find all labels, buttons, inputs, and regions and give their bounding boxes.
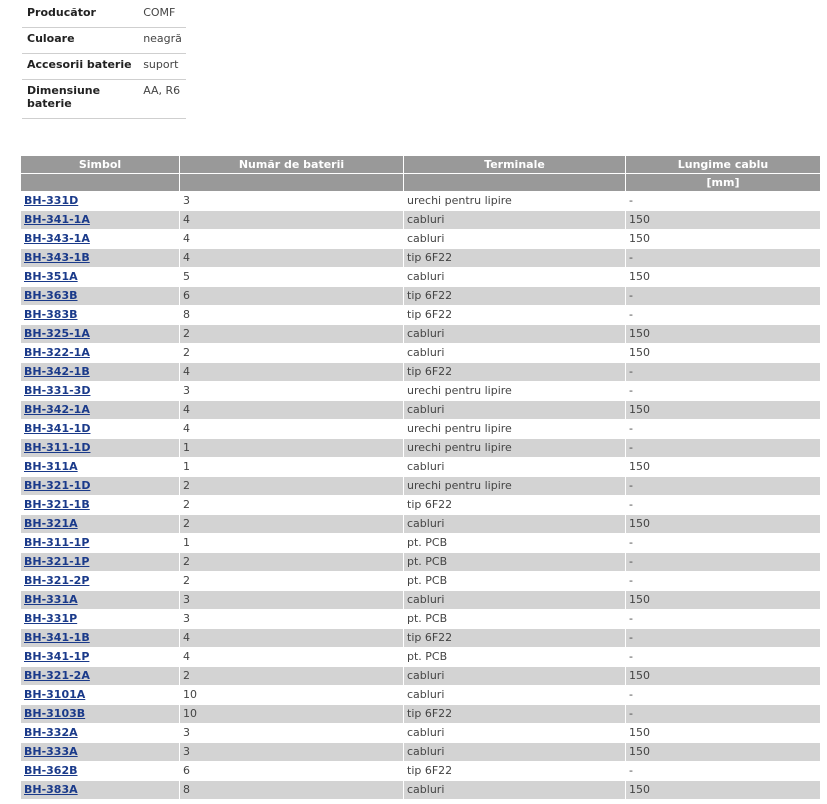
cell-lungime-cablu: -: [626, 685, 820, 704]
cell-numar-baterii: 8: [180, 305, 404, 324]
product-link[interactable]: BH-311-1D: [24, 441, 91, 454]
cell-simbol: [21, 514, 180, 533]
cell-simbol: [21, 590, 180, 609]
table-row: [21, 495, 820, 514]
cell-lungime-cablu: -: [626, 495, 820, 514]
product-link[interactable]: BH-341-1B: [24, 631, 90, 644]
cell-numar-baterii: 1: [180, 457, 404, 476]
cell-terminale: tip 6F22: [404, 362, 626, 381]
product-link[interactable]: BH-322-1A: [24, 346, 90, 359]
cell-terminale: urechi pentru lipire: [404, 476, 626, 495]
cell-lungime-cablu: -: [626, 476, 820, 495]
cell-lungime-cablu: 150: [626, 210, 820, 229]
cell-numar-baterii: 6: [180, 286, 404, 305]
header-simbol[interactable]: Simbol: [21, 156, 180, 173]
cell-numar-baterii: 4: [180, 647, 404, 666]
product-link[interactable]: BH-321-1B: [24, 498, 90, 511]
product-link[interactable]: BH-362B: [24, 764, 78, 777]
cell-lungime-cablu: 150: [626, 400, 820, 419]
attribute-value: COMF: [143, 6, 176, 19]
cell-terminale: pt. PCB: [404, 609, 626, 628]
cell-lungime-cablu: -: [626, 305, 820, 324]
cell-lungime-cablu: -: [626, 248, 820, 267]
table-row: [21, 210, 820, 229]
product-link[interactable]: BH-331A: [24, 593, 78, 606]
product-link[interactable]: BH-311A: [24, 460, 78, 473]
battery-holder-table: [21, 156, 820, 799]
cell-terminale: pt. PCB: [404, 533, 626, 552]
cell-lungime-cablu: -: [626, 438, 820, 457]
cell-numar-baterii: 2: [180, 343, 404, 362]
product-link[interactable]: BH-351A: [24, 270, 78, 283]
cell-numar-baterii: 3: [180, 381, 404, 400]
cell-lungime-cablu: -: [626, 552, 820, 571]
cell-simbol: [21, 666, 180, 685]
cell-simbol: [21, 628, 180, 647]
cell-simbol: [21, 495, 180, 514]
cell-simbol: [21, 324, 180, 343]
attribute-row: [22, 28, 186, 54]
cell-terminale: cabluri: [404, 229, 626, 248]
table-row: [21, 476, 820, 495]
cell-lungime-cablu: -: [626, 533, 820, 552]
table-row: [21, 362, 820, 381]
cell-terminale: tip 6F22: [404, 248, 626, 267]
cell-simbol: [21, 419, 180, 438]
product-link[interactable]: BH-341-1P: [24, 650, 90, 663]
cell-lungime-cablu: -: [626, 628, 820, 647]
cell-numar-baterii: 3: [180, 609, 404, 628]
table-row: [21, 742, 820, 761]
table-row: [21, 571, 820, 590]
cell-lungime-cablu: -: [626, 419, 820, 438]
cell-simbol: [21, 229, 180, 248]
cell-numar-baterii: 4: [180, 248, 404, 267]
cell-simbol: [21, 723, 180, 742]
cell-lungime-cablu: -: [626, 381, 820, 400]
product-attributes: [22, 2, 186, 119]
subheader-numar-baterii: [180, 173, 404, 191]
cell-simbol: [21, 704, 180, 723]
cell-numar-baterii: 10: [180, 704, 404, 723]
cell-lungime-cablu: 150: [626, 229, 820, 248]
attribute-value: neagră: [143, 32, 182, 45]
cell-lungime-cablu: 150: [626, 590, 820, 609]
cell-lungime-cablu: 150: [626, 267, 820, 286]
cell-simbol: [21, 286, 180, 305]
cell-terminale: pt. PCB: [404, 647, 626, 666]
cell-terminale: tip 6F22: [404, 628, 626, 647]
cell-numar-baterii: 2: [180, 666, 404, 685]
cell-numar-baterii: 2: [180, 552, 404, 571]
cell-lungime-cablu: -: [626, 704, 820, 723]
table-row: [21, 267, 820, 286]
cell-lungime-cablu: 150: [626, 742, 820, 761]
table-row: [21, 761, 820, 780]
cell-numar-baterii: 2: [180, 324, 404, 343]
subheader-terminale: [404, 173, 626, 191]
cell-lungime-cablu: -: [626, 286, 820, 305]
cell-numar-baterii: 1: [180, 438, 404, 457]
cell-terminale: cabluri: [404, 666, 626, 685]
subheader-unit: [mm]: [626, 173, 820, 191]
cell-simbol: [21, 362, 180, 381]
cell-simbol: [21, 533, 180, 552]
product-link[interactable]: BH-342-1A: [24, 403, 90, 416]
cell-simbol: [21, 476, 180, 495]
cell-numar-baterii: 4: [180, 628, 404, 647]
cell-terminale: tip 6F22: [404, 761, 626, 780]
cell-numar-baterii: 3: [180, 742, 404, 761]
cell-numar-baterii: 6: [180, 761, 404, 780]
attribute-row: [22, 80, 186, 119]
cell-numar-baterii: 5: [180, 267, 404, 286]
cell-lungime-cablu: -: [626, 609, 820, 628]
product-link[interactable]: BH-331P: [24, 612, 78, 625]
cell-simbol: [21, 438, 180, 457]
cell-numar-baterii: 2: [180, 476, 404, 495]
cell-lungime-cablu: 150: [626, 514, 820, 533]
cell-terminale: urechi pentru lipire: [404, 381, 626, 400]
cell-terminale: tip 6F22: [404, 305, 626, 324]
cell-lungime-cablu: -: [626, 362, 820, 381]
table-row: [21, 229, 820, 248]
cell-lungime-cablu: -: [626, 761, 820, 780]
table-row: [21, 324, 820, 343]
cell-simbol: [21, 552, 180, 571]
table-row: [21, 286, 820, 305]
product-link[interactable]: BH-321-1P: [24, 555, 90, 568]
product-link[interactable]: BH-343-1B: [24, 251, 90, 264]
product-link[interactable]: BH-321A: [24, 517, 78, 530]
table-row: [21, 590, 820, 609]
cell-simbol: [21, 191, 180, 210]
cell-simbol: [21, 381, 180, 400]
cell-simbol: [21, 210, 180, 229]
table-row: [21, 723, 820, 742]
table-row: [21, 191, 820, 210]
cell-simbol: [21, 267, 180, 286]
subheader-simbol: [21, 173, 180, 191]
cell-lungime-cablu: -: [626, 571, 820, 590]
table-row: [21, 685, 820, 704]
cell-terminale: pt. PCB: [404, 571, 626, 590]
cell-terminale: cabluri: [404, 514, 626, 533]
cell-terminale: tip 6F22: [404, 286, 626, 305]
cell-lungime-cablu: 150: [626, 457, 820, 476]
table-row: [21, 780, 820, 799]
cell-simbol: [21, 647, 180, 666]
table-row: [21, 666, 820, 685]
cell-terminale: tip 6F22: [404, 704, 626, 723]
cell-terminale: cabluri: [404, 400, 626, 419]
product-link[interactable]: BH-383A: [24, 783, 78, 796]
table-row: [21, 381, 820, 400]
cell-simbol: [21, 248, 180, 267]
table-row: [21, 457, 820, 476]
attribute-label: Producător: [27, 6, 96, 19]
cell-numar-baterii: 4: [180, 229, 404, 248]
table-row: [21, 419, 820, 438]
cell-numar-baterii: 4: [180, 362, 404, 381]
cell-simbol: [21, 609, 180, 628]
cell-lungime-cablu: 150: [626, 666, 820, 685]
cell-terminale: cabluri: [404, 780, 626, 799]
cell-numar-baterii: 3: [180, 191, 404, 210]
cell-terminale: cabluri: [404, 685, 626, 704]
attribute-value: AA, R6: [143, 84, 181, 97]
product-link[interactable]: BH-3103B: [24, 707, 86, 720]
table-row: [21, 438, 820, 457]
cell-numar-baterii: 3: [180, 723, 404, 742]
table-row: [21, 248, 820, 267]
attribute-row: [22, 2, 186, 28]
cell-numar-baterii: 2: [180, 514, 404, 533]
table-header-row: [21, 156, 820, 173]
table-row: [21, 533, 820, 552]
cell-numar-baterii: 4: [180, 210, 404, 229]
cell-numar-baterii: 8: [180, 780, 404, 799]
cell-terminale: cabluri: [404, 324, 626, 343]
cell-simbol: [21, 742, 180, 761]
table-row: [21, 628, 820, 647]
table-row: [21, 647, 820, 666]
cell-simbol: [21, 780, 180, 799]
product-link[interactable]: BH-325-1A: [24, 327, 90, 340]
table-row: [21, 305, 820, 324]
cell-simbol: [21, 457, 180, 476]
cell-lungime-cablu: 150: [626, 324, 820, 343]
cell-numar-baterii: 3: [180, 590, 404, 609]
product-link[interactable]: BH-331-3D: [24, 384, 91, 397]
cell-numar-baterii: 4: [180, 400, 404, 419]
table-row: [21, 704, 820, 723]
cell-terminale: urechi pentru lipire: [404, 438, 626, 457]
cell-lungime-cablu: -: [626, 191, 820, 210]
cell-terminale: cabluri: [404, 457, 626, 476]
cell-numar-baterii: 10: [180, 685, 404, 704]
header-lungime-cablu[interactable]: Lungime cablu: [626, 156, 820, 173]
attribute-row: [22, 54, 186, 80]
cell-simbol: [21, 685, 180, 704]
cell-simbol: [21, 400, 180, 419]
cell-lungime-cablu: 150: [626, 723, 820, 742]
cell-simbol: [21, 343, 180, 362]
product-link[interactable]: BH-331D: [24, 194, 79, 207]
cell-numar-baterii: 1: [180, 533, 404, 552]
cell-terminale: cabluri: [404, 210, 626, 229]
cell-terminale: cabluri: [404, 267, 626, 286]
product-link[interactable]: BH-383B: [24, 308, 78, 321]
cell-terminale: pt. PCB: [404, 552, 626, 571]
product-link[interactable]: BH-321-2A: [24, 669, 90, 682]
attribute-value: suport: [143, 58, 179, 71]
table-row: [21, 400, 820, 419]
cell-terminale: tip 6F22: [404, 495, 626, 514]
cell-simbol: [21, 571, 180, 590]
product-link[interactable]: BH-343-1A: [24, 232, 90, 245]
table-subheader-row: [21, 173, 820, 191]
product-link[interactable]: BH-333A: [24, 745, 78, 758]
header-numar-baterii[interactable]: Număr de baterii: [180, 156, 404, 173]
cell-terminale: urechi pentru lipire: [404, 419, 626, 438]
table-row: [21, 552, 820, 571]
cell-numar-baterii: 4: [180, 419, 404, 438]
product-link[interactable]: BH-363B: [24, 289, 78, 302]
header-terminale[interactable]: Terminale: [404, 156, 626, 173]
cell-lungime-cablu: 150: [626, 343, 820, 362]
product-link[interactable]: BH-332A: [24, 726, 78, 739]
cell-numar-baterii: 2: [180, 495, 404, 514]
product-link[interactable]: BH-342-1B: [24, 365, 90, 378]
attribute-label: Culoare: [27, 32, 75, 45]
attribute-label: Accesorii baterie: [27, 58, 132, 71]
cell-terminale: cabluri: [404, 723, 626, 742]
cell-terminale: cabluri: [404, 590, 626, 609]
product-link[interactable]: BH-321-1D: [24, 479, 91, 492]
cell-terminale: cabluri: [404, 343, 626, 362]
table-row: [21, 343, 820, 362]
cell-terminale: cabluri: [404, 742, 626, 761]
table-row: [21, 514, 820, 533]
cell-numar-baterii: 2: [180, 571, 404, 590]
product-link[interactable]: BH-321-2P: [24, 574, 90, 587]
cell-lungime-cablu: -: [626, 647, 820, 666]
attribute-label: Dimensiune baterie: [27, 84, 101, 110]
cell-lungime-cablu: 150: [626, 780, 820, 799]
product-link[interactable]: BH-341-1A: [24, 213, 90, 226]
cell-terminale: urechi pentru lipire: [404, 191, 626, 210]
product-link[interactable]: BH-341-1D: [24, 422, 91, 435]
table-row: [21, 609, 820, 628]
cell-simbol: [21, 761, 180, 780]
product-link[interactable]: BH-311-1P: [24, 536, 90, 549]
product-link[interactable]: BH-3101A: [24, 688, 86, 701]
cell-simbol: [21, 305, 180, 324]
